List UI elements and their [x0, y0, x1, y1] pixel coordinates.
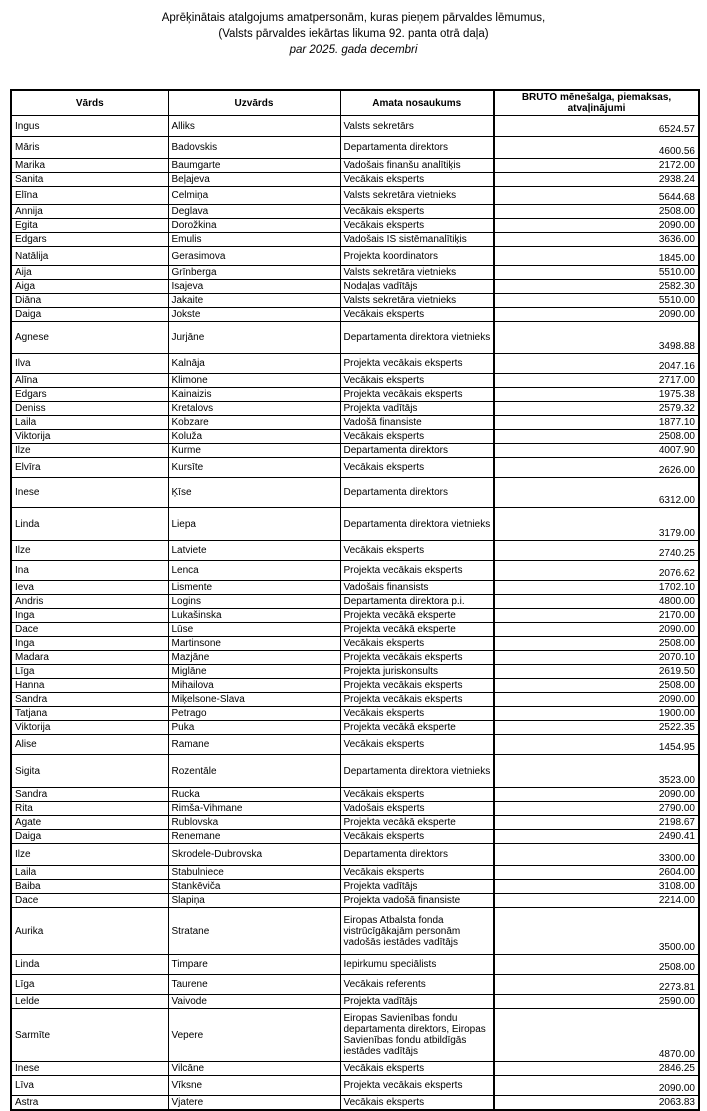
cell-vards: Agnese — [11, 322, 168, 354]
table-row — [11, 581, 699, 595]
cell-uzvards: Vjatere — [168, 1096, 340, 1111]
cell-amata-nosaukums: Vecākais eksperts — [340, 735, 494, 755]
cell-bruto-summa: 2063.83 — [494, 1096, 699, 1111]
cell-uzvards: Renemane — [168, 830, 340, 844]
column-header-amata-nosaukums: Amata nosaukums — [340, 90, 494, 116]
table-row — [11, 908, 699, 955]
cell-bruto-summa: 1845.00 — [494, 247, 699, 266]
cell-vards: Sarmīte — [11, 1009, 168, 1062]
cell-uzvards: Kretalovs — [168, 402, 340, 416]
cell-bruto-summa: 1877.10 — [494, 416, 699, 430]
cell-uzvards: Jokste — [168, 308, 340, 322]
cell-vards: Linda — [11, 508, 168, 541]
table-row — [11, 788, 699, 802]
table-row — [11, 595, 699, 609]
cell-vards: Tatjana — [11, 707, 168, 721]
cell-vards: Rita — [11, 802, 168, 816]
cell-amata-nosaukums: Projekta vecākais eksperts — [340, 693, 494, 707]
column-header-vards: Vārds — [11, 90, 168, 116]
cell-uzvards: Celmiņa — [168, 187, 340, 205]
cell-amata-nosaukums: Projekta vecākais eksperts — [340, 354, 494, 374]
cell-vards: Ilze — [11, 844, 168, 866]
cell-bruto-summa: 2047.16 — [494, 354, 699, 374]
cell-bruto-summa: 2579.32 — [494, 402, 699, 416]
cell-vards: Marika — [11, 159, 168, 173]
cell-vards: Edgars — [11, 388, 168, 402]
cell-bruto-summa: 2070.10 — [494, 651, 699, 665]
table-row — [11, 478, 699, 508]
cell-uzvards: Kursīte — [168, 458, 340, 478]
cell-bruto-summa: 2508.00 — [494, 637, 699, 651]
table-row — [11, 721, 699, 735]
cell-vards: Elvīra — [11, 458, 168, 478]
cell-vards: Agate — [11, 816, 168, 830]
table-row — [11, 651, 699, 665]
table-row — [11, 637, 699, 651]
cell-vards: Viktorija — [11, 430, 168, 444]
table-row — [11, 541, 699, 561]
cell-uzvards: Lukašinska — [168, 609, 340, 623]
table-row — [11, 679, 699, 693]
cell-bruto-summa: 2846.25 — [494, 1062, 699, 1076]
cell-amata-nosaukums: Departamenta direktors — [340, 844, 494, 866]
cell-vards: Elīna — [11, 187, 168, 205]
table-row — [11, 955, 699, 975]
cell-amata-nosaukums: Vecākais eksperts — [340, 541, 494, 561]
cell-vards: Alise — [11, 735, 168, 755]
cell-vards: Inese — [11, 1062, 168, 1076]
table-row — [11, 116, 699, 137]
cell-uzvards: Emulis — [168, 233, 340, 247]
cell-bruto-summa: 2090.00 — [494, 1076, 699, 1096]
cell-uzvards: Isajeva — [168, 280, 340, 294]
cell-amata-nosaukums: Valsts sekretārs — [340, 116, 494, 137]
cell-bruto-summa: 2172.00 — [494, 159, 699, 173]
cell-uzvards: Rozentāle — [168, 755, 340, 788]
cell-amata-nosaukums: Vecākais eksperts — [340, 788, 494, 802]
cell-vards: Ieva — [11, 581, 168, 595]
cell-vards: Laila — [11, 866, 168, 880]
table-row — [11, 416, 699, 430]
cell-amata-nosaukums: Valsts sekretāra vietnieks — [340, 187, 494, 205]
cell-bruto-summa: 2938.24 — [494, 173, 699, 187]
table-row — [11, 205, 699, 219]
cell-amata-nosaukums: Vadošais finansists — [340, 581, 494, 595]
cell-uzvards: Vilcāne — [168, 1062, 340, 1076]
cell-uzvards: Jurjāne — [168, 322, 340, 354]
cell-uzvards: Liepa — [168, 508, 340, 541]
cell-vards: Laila — [11, 416, 168, 430]
cell-bruto-summa: 2198.67 — [494, 816, 699, 830]
cell-amata-nosaukums: Projekta vecākā eksperte — [340, 623, 494, 637]
cell-uzvards: Stratane — [168, 908, 340, 955]
table-row — [11, 280, 699, 294]
cell-bruto-summa: 2740.25 — [494, 541, 699, 561]
salary-table-body — [11, 116, 699, 1111]
cell-amata-nosaukums: Vecākais eksperts — [340, 308, 494, 322]
cell-bruto-summa: 5644.68 — [494, 187, 699, 205]
table-row — [11, 374, 699, 388]
column-header-uzvards: Uzvārds — [168, 90, 340, 116]
cell-uzvards: Rimša-Vihmane — [168, 802, 340, 816]
table-row — [11, 266, 699, 280]
cell-amata-nosaukums: Projekta vecākais eksperts — [340, 388, 494, 402]
cell-amata-nosaukums: Projekta vadošā finansiste — [340, 894, 494, 908]
cell-vards: Inga — [11, 637, 168, 651]
cell-vards: Sandra — [11, 693, 168, 707]
cell-bruto-summa: 1975.38 — [494, 388, 699, 402]
cell-vards: Aija — [11, 266, 168, 280]
cell-amata-nosaukums: Projekta vecākā eksperte — [340, 816, 494, 830]
cell-uzvards: Puka — [168, 721, 340, 735]
cell-vards: Deniss — [11, 402, 168, 416]
cell-amata-nosaukums: Vecākais eksperts — [340, 219, 494, 233]
cell-uzvards: Lismente — [168, 581, 340, 595]
cell-uzvards: Lenca — [168, 561, 340, 581]
cell-amata-nosaukums: Iepirkumu speciālists — [340, 955, 494, 975]
cell-uzvards: Deglava — [168, 205, 340, 219]
cell-uzvards: Logins — [168, 595, 340, 609]
cell-vards: Ilze — [11, 444, 168, 458]
cell-vards: Māris — [11, 137, 168, 159]
cell-amata-nosaukums: Valsts sekretāra vietnieks — [340, 266, 494, 280]
cell-uzvards: Gerasimova — [168, 247, 340, 266]
table-row — [11, 561, 699, 581]
cell-vards: Sigita — [11, 755, 168, 788]
cell-uzvards: Miglāne — [168, 665, 340, 679]
cell-vards: Ingus — [11, 116, 168, 137]
table-row — [11, 866, 699, 880]
cell-amata-nosaukums: Projekta vecākā eksperte — [340, 721, 494, 735]
cell-bruto-summa: 2508.00 — [494, 955, 699, 975]
table-row — [11, 693, 699, 707]
cell-bruto-summa: 3108.00 — [494, 880, 699, 894]
cell-bruto-summa: 2273.81 — [494, 975, 699, 995]
table-row — [11, 233, 699, 247]
cell-bruto-summa: 2582.30 — [494, 280, 699, 294]
table-row — [11, 187, 699, 205]
cell-vards: Hanna — [11, 679, 168, 693]
table-row — [11, 844, 699, 866]
table-row — [11, 609, 699, 623]
cell-vards: Ina — [11, 561, 168, 581]
cell-amata-nosaukums: Departamenta direktors — [340, 478, 494, 508]
cell-uzvards: Martinsone — [168, 637, 340, 651]
title-line-1: Aprēķinātais atalgojums amatpersonām, kuras pieņem pārvaldes lēmumus, — [161, 12, 546, 24]
cell-vards: Annija — [11, 205, 168, 219]
table-row — [11, 735, 699, 755]
table-row — [11, 894, 699, 908]
cell-uzvards: Petrago — [168, 707, 340, 721]
table-row — [11, 219, 699, 233]
cell-vards: Madara — [11, 651, 168, 665]
cell-bruto-summa: 3498.88 — [494, 322, 699, 354]
cell-amata-nosaukums: Vecākais eksperts — [340, 173, 494, 187]
cell-bruto-summa: 2508.00 — [494, 679, 699, 693]
cell-amata-nosaukums: Departamenta direktora vietnieks — [340, 508, 494, 541]
cell-amata-nosaukums: Vadošais eksperts — [340, 802, 494, 816]
cell-bruto-summa: 1900.00 — [494, 707, 699, 721]
cell-amata-nosaukums: Projekta vecākais eksperts — [340, 561, 494, 581]
cell-bruto-summa: 2090.00 — [494, 788, 699, 802]
title-line-2: (Valsts pārvaldes iekārtas likuma 92. panta otrā daļa) — [218, 28, 489, 40]
cell-amata-nosaukums: Projekta juriskonsults — [340, 665, 494, 679]
table-row — [11, 830, 699, 844]
cell-uzvards: Vaivode — [168, 995, 340, 1009]
cell-uzvards: Mazjāne — [168, 651, 340, 665]
cell-bruto-summa: 4800.00 — [494, 595, 699, 609]
cell-amata-nosaukums: Projekta vadītājs — [340, 880, 494, 894]
cell-vards: Alīna — [11, 374, 168, 388]
cell-uzvards: Kalnāja — [168, 354, 340, 374]
cell-uzvards: Alliks — [168, 116, 340, 137]
cell-bruto-summa: 2619.50 — [494, 665, 699, 679]
cell-vards: Lelde — [11, 995, 168, 1009]
cell-vards: Līga — [11, 665, 168, 679]
cell-bruto-summa: 4007.90 — [494, 444, 699, 458]
cell-bruto-summa: 3636.00 — [494, 233, 699, 247]
cell-vards: Viktorija — [11, 721, 168, 735]
table-row — [11, 995, 699, 1009]
cell-amata-nosaukums: Projekta vadītājs — [340, 995, 494, 1009]
cell-bruto-summa: 1454.95 — [494, 735, 699, 755]
cell-amata-nosaukums: Projekta vecākais eksperts — [340, 651, 494, 665]
table-row — [11, 880, 699, 894]
cell-amata-nosaukums: Vadošais IS sistēmanalītiķis — [340, 233, 494, 247]
title-line-3: par 2025. gada decembri — [289, 44, 418, 56]
cell-vards: Dace — [11, 894, 168, 908]
cell-uzvards: Vepere — [168, 1009, 340, 1062]
salary-table — [10, 89, 700, 1111]
cell-bruto-summa: 2076.62 — [494, 561, 699, 581]
cell-amata-nosaukums: Vadošais finanšu analītiķis — [340, 159, 494, 173]
cell-amata-nosaukums: Vecākais eksperts — [340, 866, 494, 880]
cell-amata-nosaukums: Vecākais eksperts — [340, 637, 494, 651]
cell-amata-nosaukums: Vecākais eksperts — [340, 1062, 494, 1076]
cell-amata-nosaukums: Vecākais eksperts — [340, 374, 494, 388]
table-row — [11, 1009, 699, 1062]
cell-amata-nosaukums: Projekta koordinators — [340, 247, 494, 266]
cell-bruto-summa: 2508.00 — [494, 430, 699, 444]
cell-amata-nosaukums: Vecākais eksperts — [340, 430, 494, 444]
cell-vards: Natālija — [11, 247, 168, 266]
cell-bruto-summa: 2214.00 — [494, 894, 699, 908]
cell-bruto-summa: 2590.00 — [494, 995, 699, 1009]
table-row — [11, 975, 699, 995]
cell-uzvards: Baumgarte — [168, 159, 340, 173]
cell-vards: Dace — [11, 623, 168, 637]
table-row — [11, 294, 699, 308]
table-row — [11, 1076, 699, 1096]
cell-amata-nosaukums: Departamenta direktora vietnieks — [340, 755, 494, 788]
cell-bruto-summa: 6312.00 — [494, 478, 699, 508]
cell-uzvards: Latviete — [168, 541, 340, 561]
cell-bruto-summa: 3523.00 — [494, 755, 699, 788]
table-row — [11, 816, 699, 830]
cell-bruto-summa: 6524.57 — [494, 116, 699, 137]
cell-bruto-summa: 2508.00 — [494, 205, 699, 219]
table-row — [11, 755, 699, 788]
cell-bruto-summa: 3179.00 — [494, 508, 699, 541]
cell-bruto-summa: 2090.00 — [494, 623, 699, 637]
cell-vards: Līga — [11, 975, 168, 995]
cell-uzvards: Taurene — [168, 975, 340, 995]
cell-uzvards: Skrodele-Dubrovska — [168, 844, 340, 866]
cell-vards: Inese — [11, 478, 168, 508]
cell-bruto-summa: 2090.00 — [494, 308, 699, 322]
cell-uzvards: Klimone — [168, 374, 340, 388]
cell-amata-nosaukums: Projekta vecākais eksperts — [340, 679, 494, 693]
cell-amata-nosaukums: Eiropas Savienības fondu departamenta direktors, Eiropas Savienības fondu atbildīgās iestādes vadītājs — [340, 1009, 494, 1062]
cell-bruto-summa: 2090.00 — [494, 219, 699, 233]
column-header-bruto-menesalga: BRUTO mēnešalga, piemaksas, atvaļinājumi — [494, 90, 699, 116]
cell-uzvards: Beļajeva — [168, 173, 340, 187]
table-row — [11, 430, 699, 444]
cell-bruto-summa: 2490.41 — [494, 830, 699, 844]
cell-uzvards: Rublovska — [168, 816, 340, 830]
cell-amata-nosaukums: Nodaļas vadītājs — [340, 280, 494, 294]
cell-vards: Diāna — [11, 294, 168, 308]
cell-bruto-summa: 5510.00 — [494, 294, 699, 308]
cell-vards: Līva — [11, 1076, 168, 1096]
cell-uzvards: Koluža — [168, 430, 340, 444]
cell-uzvards: Kainaizis — [168, 388, 340, 402]
document-title — [0, 0, 707, 58]
cell-bruto-summa: 2626.00 — [494, 458, 699, 478]
table-row — [11, 354, 699, 374]
cell-amata-nosaukums: Vecākais eksperts — [340, 830, 494, 844]
table-row — [11, 508, 699, 541]
cell-bruto-summa: 4870.00 — [494, 1009, 699, 1062]
cell-vards: Ilze — [11, 541, 168, 561]
cell-amata-nosaukums: Projekta vadītājs — [340, 402, 494, 416]
cell-vards: Egita — [11, 219, 168, 233]
table-row — [11, 444, 699, 458]
cell-vards: Ilva — [11, 354, 168, 374]
cell-bruto-summa: 2604.00 — [494, 866, 699, 880]
cell-bruto-summa: 3500.00 — [494, 908, 699, 955]
cell-amata-nosaukums: Vecākais eksperts — [340, 458, 494, 478]
cell-bruto-summa: 2790.00 — [494, 802, 699, 816]
cell-uzvards: Ramane — [168, 735, 340, 755]
table-row — [11, 802, 699, 816]
cell-uzvards: Kurme — [168, 444, 340, 458]
cell-uzvards: Vīksne — [168, 1076, 340, 1096]
cell-vards: Sanita — [11, 173, 168, 187]
cell-amata-nosaukums: Vecākais eksperts — [340, 205, 494, 219]
table-row — [11, 623, 699, 637]
cell-amata-nosaukums: Vecākais eksperts — [340, 1096, 494, 1111]
table-row — [11, 707, 699, 721]
cell-uzvards: Dorožkina — [168, 219, 340, 233]
cell-vards: Aiga — [11, 280, 168, 294]
table-row — [11, 665, 699, 679]
cell-vards: Sandra — [11, 788, 168, 802]
cell-vards: Daiga — [11, 308, 168, 322]
cell-amata-nosaukums: Vecākais eksperts — [340, 707, 494, 721]
cell-vards: Andris — [11, 595, 168, 609]
table-header-row — [11, 90, 699, 116]
cell-bruto-summa: 2717.00 — [494, 374, 699, 388]
cell-uzvards: Grīnberga — [168, 266, 340, 280]
cell-vards: Daiga — [11, 830, 168, 844]
cell-amata-nosaukums: Eiropas Atbalsta fonda vistrūcīgākajām personām vadošās iestādes vadītājs — [340, 908, 494, 955]
cell-uzvards: Badovskis — [168, 137, 340, 159]
table-row — [11, 137, 699, 159]
cell-uzvards: Stankēviča — [168, 880, 340, 894]
cell-uzvards: Ķīse — [168, 478, 340, 508]
cell-bruto-summa: 1702.10 — [494, 581, 699, 595]
table-row — [11, 1096, 699, 1111]
cell-amata-nosaukums: Departamenta direktora p.i. — [340, 595, 494, 609]
cell-amata-nosaukums: Projekta vecākais eksperts — [340, 1076, 494, 1096]
cell-uzvards: Stabulniece — [168, 866, 340, 880]
table-row — [11, 1062, 699, 1076]
cell-bruto-summa: 5510.00 — [494, 266, 699, 280]
cell-bruto-summa: 4600.56 — [494, 137, 699, 159]
cell-uzvards: Mihailova — [168, 679, 340, 693]
table-row — [11, 388, 699, 402]
cell-amata-nosaukums: Vecākais referents — [340, 975, 494, 995]
cell-uzvards: Jakaite — [168, 294, 340, 308]
table-row — [11, 458, 699, 478]
cell-amata-nosaukums: Departamenta direktors — [340, 444, 494, 458]
cell-amata-nosaukums: Valsts sekretāra vietnieks — [340, 294, 494, 308]
table-row — [11, 173, 699, 187]
table-row — [11, 322, 699, 354]
cell-bruto-summa: 3300.00 — [494, 844, 699, 866]
cell-vards: Edgars — [11, 233, 168, 247]
cell-amata-nosaukums: Departamenta direktora vietnieks — [340, 322, 494, 354]
cell-vards: Inga — [11, 609, 168, 623]
cell-bruto-summa: 2522.35 — [494, 721, 699, 735]
cell-vards: Astra — [11, 1096, 168, 1111]
cell-uzvards: Timpare — [168, 955, 340, 975]
table-row — [11, 402, 699, 416]
table-row — [11, 247, 699, 266]
cell-bruto-summa: 2090.00 — [494, 693, 699, 707]
cell-uzvards: Rucka — [168, 788, 340, 802]
cell-vards: Baiba — [11, 880, 168, 894]
cell-bruto-summa: 2170.00 — [494, 609, 699, 623]
cell-uzvards: Slapiņa — [168, 894, 340, 908]
cell-uzvards: Kobzare — [168, 416, 340, 430]
cell-uzvards: Miķelsone-Slava — [168, 693, 340, 707]
cell-uzvards: Lūse — [168, 623, 340, 637]
cell-vards: Aurika — [11, 908, 168, 955]
cell-amata-nosaukums: Projekta vecākā eksperte — [340, 609, 494, 623]
cell-amata-nosaukums: Vadošā finansiste — [340, 416, 494, 430]
cell-vards: Linda — [11, 955, 168, 975]
table-row — [11, 308, 699, 322]
cell-amata-nosaukums: Departamenta direktors — [340, 137, 494, 159]
table-row — [11, 159, 699, 173]
